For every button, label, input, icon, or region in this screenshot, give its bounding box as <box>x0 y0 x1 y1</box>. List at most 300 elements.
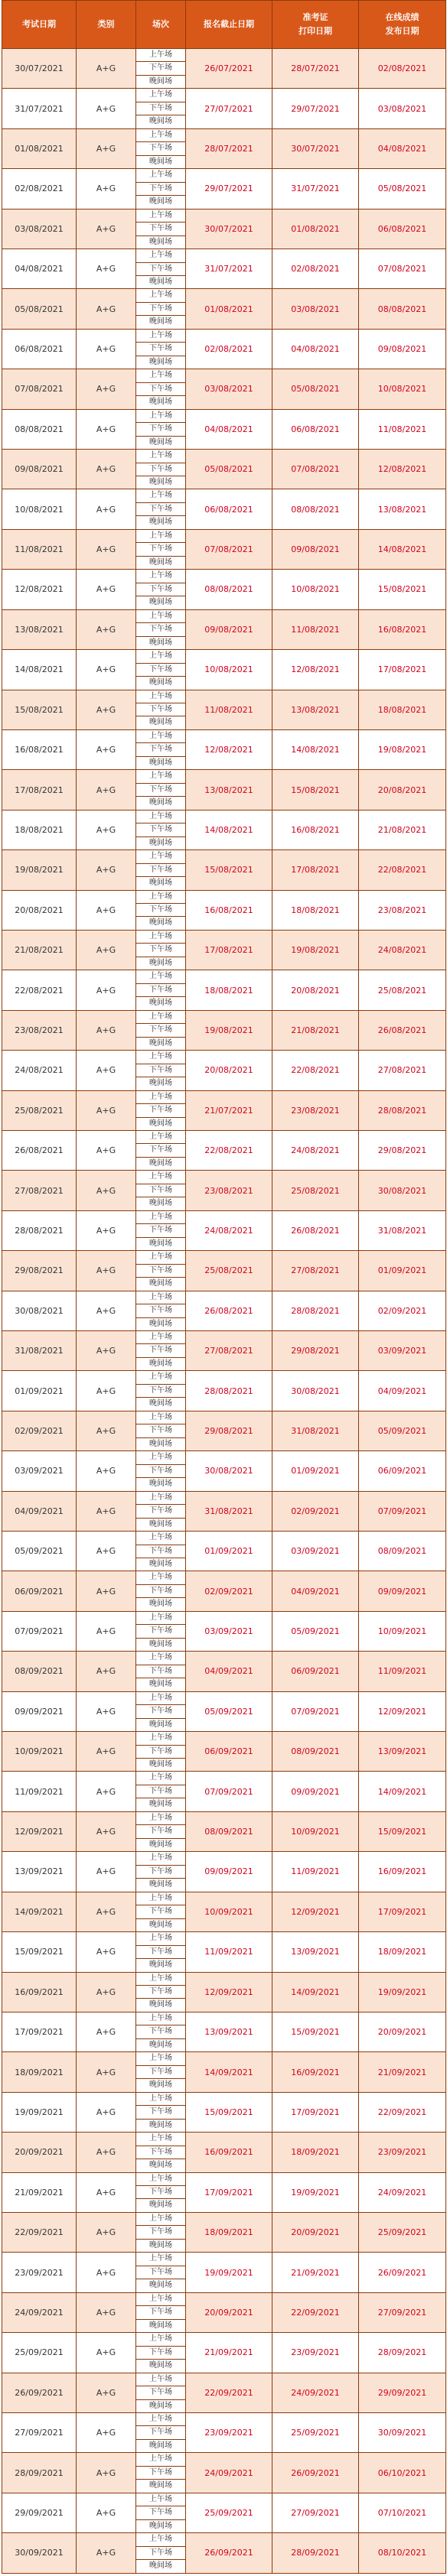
session-cell: 上午场 <box>136 1932 186 1945</box>
registration-deadline-cell: 31/07/2021 <box>186 249 272 289</box>
result-release-date-cell: 14/08/2021 <box>359 529 446 569</box>
print-date-cell: 12/08/2021 <box>272 650 359 690</box>
category-cell: A+G <box>77 1892 136 1931</box>
result-release-date-cell: 03/09/2021 <box>359 1331 446 1371</box>
print-date-cell: 11/08/2021 <box>272 609 359 649</box>
session-cell: 上午场 <box>136 1571 186 1584</box>
result-release-date-cell: 19/09/2021 <box>359 1972 446 2012</box>
session-cell: 下午场 <box>136 1785 186 1798</box>
table-row <box>2 329 446 342</box>
exam-date-cell: 27/08/2021 <box>2 1171 77 1210</box>
print-date-cell: 22/08/2021 <box>272 1051 359 1090</box>
table-row <box>2 890 446 903</box>
table-row <box>2 1972 446 1985</box>
exam-date-cell: 31/07/2021 <box>2 89 77 128</box>
session-cell: 晚间场 <box>136 396 186 409</box>
result-release-date-cell: 30/09/2021 <box>359 2412 446 2452</box>
category-cell: A+G <box>77 1090 136 1130</box>
session-cell: 晚间场 <box>136 1077 186 1090</box>
category-cell: A+G <box>77 1611 136 1651</box>
registration-deadline-cell: 28/08/2021 <box>186 1371 272 1411</box>
session-cell: 晚间场 <box>136 2439 186 2452</box>
session-cell: 下午场 <box>136 1264 186 1277</box>
session-cell: 上午场 <box>136 1090 186 1103</box>
category-cell: A+G <box>77 1532 136 1571</box>
registration-deadline-cell: 06/08/2021 <box>186 489 272 529</box>
result-release-date-cell: 21/09/2021 <box>359 2052 446 2092</box>
category-cell: A+G <box>77 49 136 89</box>
session-cell: 晚间场 <box>136 1518 186 1531</box>
session-cell: 下午场 <box>136 583 186 596</box>
category-cell: A+G <box>77 1932 136 1972</box>
exam-date-cell: 05/09/2021 <box>2 1532 77 1571</box>
registration-deadline-cell: 08/09/2021 <box>186 1811 272 1851</box>
print-date-cell: 21/08/2021 <box>272 1010 359 1050</box>
table-row <box>2 128 446 141</box>
header-session: 场次 <box>136 1 186 49</box>
session-cell: 晚间场 <box>136 2360 186 2373</box>
result-release-date-cell: 24/08/2021 <box>359 930 446 970</box>
exam-date-cell: 19/08/2021 <box>2 850 77 890</box>
session-cell: 上午场 <box>136 650 186 663</box>
print-date-cell: 26/08/2021 <box>272 1210 359 1250</box>
print-date-cell: 28/09/2021 <box>272 2533 359 2573</box>
session-cell: 晚间场 <box>136 2239 186 2252</box>
print-date-cell: 29/08/2021 <box>272 1331 359 1371</box>
session-cell: 上午场 <box>136 2453 186 2466</box>
registration-deadline-cell: 06/09/2021 <box>186 1732 272 1772</box>
session-cell: 上午场 <box>136 489 186 502</box>
result-release-date-cell: 23/09/2021 <box>359 2133 446 2172</box>
session-cell: 下午场 <box>136 463 186 476</box>
session-cell: 下午场 <box>136 1905 186 1918</box>
result-release-date-cell: 13/09/2021 <box>359 1732 446 1772</box>
table-row <box>2 2012 446 2025</box>
table-row <box>2 2092 446 2105</box>
session-cell: 晚间场 <box>136 1838 186 1851</box>
print-date-cell: 05/09/2021 <box>272 1611 359 1651</box>
session-cell: 上午场 <box>136 89 186 102</box>
table-row <box>2 2373 446 2386</box>
category-cell: A+G <box>77 2333 136 2373</box>
result-release-date-cell: 07/08/2021 <box>359 249 446 289</box>
registration-deadline-cell: 12/09/2021 <box>186 1972 272 2012</box>
exam-date-cell: 15/08/2021 <box>2 690 77 729</box>
session-cell: 下午场 <box>136 1625 186 1638</box>
session-cell: 晚间场 <box>136 1759 186 1772</box>
result-release-date-cell: 13/08/2021 <box>359 489 446 529</box>
table-row <box>2 1051 446 1064</box>
session-cell: 上午场 <box>136 2533 186 2546</box>
category-cell: A+G <box>77 2052 136 2092</box>
category-cell: A+G <box>77 369 136 409</box>
category-cell: A+G <box>77 810 136 849</box>
exam-date-cell: 11/09/2021 <box>2 1772 77 1811</box>
registration-deadline-cell: 29/08/2021 <box>186 1411 272 1450</box>
category-cell: A+G <box>77 329 136 369</box>
exam-date-cell: 13/08/2021 <box>2 609 77 649</box>
table-row <box>2 2253 446 2266</box>
category-cell: A+G <box>77 770 136 810</box>
session-cell: 晚间场 <box>136 2199 186 2212</box>
result-release-date-cell: 18/08/2021 <box>359 690 446 729</box>
session-cell: 晚间场 <box>136 356 186 369</box>
result-release-date-cell: 25/09/2021 <box>359 2212 446 2252</box>
session-cell: 下午场 <box>136 1545 186 1558</box>
print-date-cell: 10/08/2021 <box>272 570 359 609</box>
registration-deadline-cell: 05/09/2021 <box>186 1691 272 1731</box>
table-row <box>2 49 446 62</box>
session-cell: 下午场 <box>136 863 186 876</box>
table-row <box>2 1811 446 1824</box>
registration-deadline-cell: 21/07/2021 <box>186 1090 272 1130</box>
print-date-cell: 31/08/2021 <box>272 1411 359 1450</box>
exam-schedule-table <box>2 0 446 2574</box>
result-release-date-cell: 04/09/2021 <box>359 1371 446 1411</box>
table-row <box>2 850 446 863</box>
exam-date-cell: 09/08/2021 <box>2 450 77 489</box>
print-date-cell: 25/09/2021 <box>272 2412 359 2452</box>
category-cell: A+G <box>77 2092 136 2132</box>
session-cell: 下午场 <box>136 343 186 356</box>
session-cell: 上午场 <box>136 970 186 983</box>
result-release-date-cell: 24/09/2021 <box>359 2172 446 2212</box>
session-cell: 上午场 <box>136 1811 186 1824</box>
session-cell: 下午场 <box>136 2466 186 2479</box>
result-release-date-cell: 01/09/2021 <box>359 1251 446 1291</box>
category-cell: A+G <box>77 1411 136 1450</box>
session-cell: 下午场 <box>136 2426 186 2439</box>
print-date-cell: 11/09/2021 <box>272 1852 359 1892</box>
session-cell: 下午场 <box>136 1304 186 1317</box>
exam-date-cell: 15/09/2021 <box>2 1932 77 1972</box>
table-row <box>2 650 446 663</box>
result-release-date-cell: 15/08/2021 <box>359 570 446 609</box>
category-cell: A+G <box>77 1010 136 1050</box>
category-cell: A+G <box>77 1171 136 1210</box>
print-date-cell: 09/09/2021 <box>272 1772 359 1811</box>
table-row <box>2 1852 446 1865</box>
exam-date-cell: 25/08/2021 <box>2 1090 77 1130</box>
category-cell: A+G <box>77 289 136 329</box>
exam-date-cell: 06/09/2021 <box>2 1571 77 1611</box>
registration-deadline-cell: 30/07/2021 <box>186 209 272 249</box>
registration-deadline-cell: 10/08/2021 <box>186 650 272 690</box>
session-cell: 下午场 <box>136 2386 186 2399</box>
print-date-cell: 20/08/2021 <box>272 970 359 1010</box>
table-row <box>2 2412 446 2425</box>
table-row <box>2 2292 446 2305</box>
category-cell: A+G <box>77 249 136 289</box>
result-release-date-cell: 09/08/2021 <box>359 329 446 369</box>
session-cell: 晚间场 <box>136 1037 186 1050</box>
table-row <box>2 810 446 823</box>
registration-deadline-cell: 26/08/2021 <box>186 1291 272 1330</box>
session-cell: 上午场 <box>136 2133 186 2146</box>
exam-date-cell: 07/08/2021 <box>2 369 77 409</box>
session-cell: 晚间场 <box>136 196 186 209</box>
session-cell: 晚间场 <box>136 1437 186 1450</box>
session-cell: 下午场 <box>136 1184 186 1197</box>
table-row <box>2 770 446 783</box>
exam-date-cell: 28/09/2021 <box>2 2453 77 2493</box>
session-cell: 晚间场 <box>136 2079 186 2092</box>
session-cell: 上午场 <box>136 1532 186 1545</box>
print-date-cell: 19/08/2021 <box>272 930 359 970</box>
print-date-cell: 01/09/2021 <box>272 1451 359 1491</box>
session-cell: 上午场 <box>136 2052 186 2065</box>
print-date-cell: 04/09/2021 <box>272 1571 359 1611</box>
category-cell: A+G <box>77 1811 136 1851</box>
session-cell: 上午场 <box>136 570 186 583</box>
registration-deadline-cell: 23/09/2021 <box>186 2412 272 2452</box>
print-date-cell: 23/09/2021 <box>272 2333 359 2373</box>
print-date-cell: 06/08/2021 <box>272 409 359 449</box>
registration-deadline-cell: 29/07/2021 <box>186 169 272 209</box>
category-cell: A+G <box>77 1210 136 1250</box>
registration-deadline-cell: 19/09/2021 <box>186 2253 272 2292</box>
registration-deadline-cell: 01/08/2021 <box>186 289 272 329</box>
session-cell: 晚间场 <box>136 957 186 970</box>
category-cell: A+G <box>77 890 136 930</box>
print-date-cell: 28/08/2021 <box>272 1291 359 1330</box>
session-cell: 上午场 <box>136 450 186 463</box>
table-row <box>2 1691 446 1704</box>
category-cell: A+G <box>77 1571 136 1611</box>
print-date-cell: 08/09/2021 <box>272 1732 359 1772</box>
result-release-date-cell: 02/08/2021 <box>359 49 446 89</box>
session-cell: 上午场 <box>136 529 186 542</box>
session-cell: 晚间场 <box>136 2038 186 2051</box>
session-cell: 下午场 <box>136 1224 186 1237</box>
table-row <box>2 1571 446 1584</box>
category-cell: A+G <box>77 2133 136 2172</box>
exam-date-cell: 05/08/2021 <box>2 289 77 329</box>
table-row <box>2 1532 446 1545</box>
print-date-cell: 27/08/2021 <box>272 1251 359 1291</box>
category-cell: A+G <box>77 1451 136 1491</box>
category-cell: A+G <box>77 1491 136 1531</box>
result-release-date-cell: 21/08/2021 <box>359 810 446 849</box>
print-date-cell: 15/08/2021 <box>272 770 359 810</box>
exam-date-cell: 29/09/2021 <box>2 2493 77 2532</box>
result-release-date-cell: 26/09/2021 <box>359 2253 446 2292</box>
table-row <box>2 529 446 542</box>
result-release-date-cell: 02/09/2021 <box>359 1291 446 1330</box>
registration-deadline-cell: 30/08/2021 <box>186 1451 272 1491</box>
session-cell: 下午场 <box>136 62 186 75</box>
exam-date-cell: 28/08/2021 <box>2 1210 77 1250</box>
exam-date-cell: 03/08/2021 <box>2 209 77 249</box>
table-row <box>2 1932 446 1945</box>
registration-deadline-cell: 10/09/2021 <box>186 1892 272 1931</box>
print-date-cell: 22/09/2021 <box>272 2292 359 2332</box>
session-cell: 上午场 <box>136 1772 186 1785</box>
session-cell: 下午场 <box>136 944 186 957</box>
session-cell: 上午场 <box>136 2212 186 2225</box>
session-cell: 下午场 <box>136 1745 186 1758</box>
result-release-date-cell: 19/08/2021 <box>359 729 446 769</box>
registration-deadline-cell: 08/08/2021 <box>186 570 272 609</box>
registration-deadline-cell: 21/09/2021 <box>186 2333 272 2373</box>
result-release-date-cell: 05/08/2021 <box>359 169 446 209</box>
session-cell: 下午场 <box>136 663 186 676</box>
print-date-cell: 14/09/2021 <box>272 1972 359 2012</box>
registration-deadline-cell: 02/08/2021 <box>186 329 272 369</box>
category-cell: A+G <box>77 2012 136 2051</box>
print-date-cell: 24/08/2021 <box>272 1130 359 1170</box>
session-cell: 上午场 <box>136 690 186 703</box>
registration-deadline-cell: 24/09/2021 <box>186 2453 272 2493</box>
session-cell: 上午场 <box>136 1732 186 1745</box>
table-row <box>2 89 446 102</box>
session-cell: 下午场 <box>136 302 186 315</box>
exam-date-cell: 12/09/2021 <box>2 1811 77 1851</box>
session-cell: 晚间场 <box>136 836 186 849</box>
registration-deadline-cell: 24/08/2021 <box>186 1210 272 1250</box>
result-release-date-cell: 11/09/2021 <box>359 1652 446 1691</box>
session-cell: 上午场 <box>136 128 186 141</box>
session-cell: 上午场 <box>136 1010 186 1023</box>
exam-date-cell: 22/08/2021 <box>2 970 77 1010</box>
session-cell: 上午场 <box>136 850 186 863</box>
session-cell: 上午场 <box>136 890 186 903</box>
category-cell: A+G <box>77 729 136 769</box>
session-cell: 下午场 <box>136 904 186 917</box>
print-date-cell: 19/09/2021 <box>272 2172 359 2212</box>
print-date-cell: 06/09/2021 <box>272 1652 359 1691</box>
result-release-date-cell: 08/09/2021 <box>359 1532 446 1571</box>
exam-date-cell: 11/08/2021 <box>2 529 77 569</box>
table-row <box>2 1411 446 1424</box>
session-cell: 晚间场 <box>136 275 186 288</box>
print-date-cell: 31/07/2021 <box>272 169 359 209</box>
exam-date-cell: 25/09/2021 <box>2 2333 77 2373</box>
session-cell: 晚间场 <box>136 316 186 329</box>
table-row <box>2 169 446 182</box>
exam-date-cell: 23/08/2021 <box>2 1010 77 1050</box>
table-row <box>2 1171 446 1184</box>
session-cell: 晚间场 <box>136 797 186 810</box>
result-release-date-cell: 06/09/2021 <box>359 1451 446 1491</box>
table-body <box>2 49 446 2574</box>
registration-deadline-cell: 20/09/2021 <box>186 2292 272 2332</box>
exam-date-cell: 29/08/2021 <box>2 1251 77 1291</box>
session-cell: 上午场 <box>136 249 186 262</box>
exam-date-cell: 14/08/2021 <box>2 650 77 690</box>
print-date-cell: 27/09/2021 <box>272 2493 359 2532</box>
result-release-date-cell: 03/08/2021 <box>359 89 446 128</box>
session-cell: 上午场 <box>136 930 186 943</box>
registration-deadline-cell: 22/08/2021 <box>186 1130 272 1170</box>
print-date-cell: 16/08/2021 <box>272 810 359 849</box>
print-date-cell: 12/09/2021 <box>272 1892 359 1931</box>
registration-deadline-cell: 04/09/2021 <box>186 1652 272 1691</box>
category-cell: A+G <box>77 2292 136 2332</box>
registration-deadline-cell: 25/08/2021 <box>186 1251 272 1291</box>
session-cell: 上午场 <box>136 1972 186 1985</box>
session-cell: 晚间场 <box>136 1558 186 1571</box>
print-date-cell: 13/08/2021 <box>272 690 359 729</box>
table-row <box>2 1451 446 1464</box>
session-cell: 晚间场 <box>136 2159 186 2172</box>
category-cell: A+G <box>77 2253 136 2292</box>
session-cell: 晚间场 <box>136 115 186 128</box>
registration-deadline-cell: 25/09/2021 <box>186 2493 272 2532</box>
session-cell: 下午场 <box>136 382 186 395</box>
session-cell: 下午场 <box>136 2346 186 2359</box>
print-date-cell: 17/08/2021 <box>272 850 359 890</box>
session-cell: 下午场 <box>136 223 186 236</box>
print-date-cell: 16/09/2021 <box>272 2052 359 2092</box>
table-row <box>2 2133 446 2146</box>
category-cell: A+G <box>77 609 136 649</box>
result-release-date-cell: 07/10/2021 <box>359 2493 446 2532</box>
session-cell: 晚间场 <box>136 997 186 1010</box>
table-row <box>2 1772 446 1785</box>
session-cell: 上午场 <box>136 770 186 783</box>
result-release-date-cell: 14/09/2021 <box>359 1772 446 1811</box>
table-row <box>2 609 446 622</box>
session-cell: 上午场 <box>136 1892 186 1905</box>
session-cell: 下午场 <box>136 703 186 716</box>
table-row <box>2 1010 446 1023</box>
table-row <box>2 570 446 583</box>
registration-deadline-cell: 17/09/2021 <box>186 2172 272 2212</box>
session-cell: 下午场 <box>136 1584 186 1597</box>
session-cell: 上午场 <box>136 1251 186 1264</box>
session-cell: 下午场 <box>136 1064 186 1077</box>
result-release-date-cell: 11/08/2021 <box>359 409 446 449</box>
exam-date-cell: 23/09/2021 <box>2 2253 77 2292</box>
session-cell: 晚间场 <box>136 756 186 769</box>
table-row <box>2 489 446 502</box>
print-date-cell: 23/08/2021 <box>272 1090 359 1130</box>
category-cell: A+G <box>77 1772 136 1811</box>
session-cell: 晚间场 <box>136 1678 186 1691</box>
category-cell: A+G <box>77 89 136 128</box>
print-date-cell: 14/08/2021 <box>272 729 359 769</box>
print-date-cell: 02/08/2021 <box>272 249 359 289</box>
session-cell: 下午场 <box>136 182 186 195</box>
session-cell: 晚间场 <box>136 1638 186 1651</box>
session-cell: 下午场 <box>136 543 186 556</box>
exam-date-cell: 14/09/2021 <box>2 1892 77 1931</box>
exam-date-cell: 31/08/2021 <box>2 1331 77 1371</box>
exam-date-cell: 26/09/2021 <box>2 2373 77 2412</box>
table-row <box>2 1611 446 1624</box>
header-online-result-release-date: 在线成绩 发布日期 <box>359 1 446 49</box>
table-row <box>2 1251 446 1264</box>
print-date-cell: 17/09/2021 <box>272 2092 359 2132</box>
table-row <box>2 249 446 262</box>
session-cell: 上午场 <box>136 2172 186 2185</box>
result-release-date-cell: 20/09/2021 <box>359 2012 446 2051</box>
exam-date-cell: 24/09/2021 <box>2 2292 77 2332</box>
category-cell: A+G <box>77 930 136 970</box>
exam-date-cell: 12/08/2021 <box>2 570 77 609</box>
result-release-date-cell: 16/08/2021 <box>359 609 446 649</box>
session-cell: 上午场 <box>136 2012 186 2025</box>
category-cell: A+G <box>77 970 136 1010</box>
session-cell: 晚间场 <box>136 1237 186 1250</box>
session-cell: 晚间场 <box>136 2519 186 2532</box>
exam-date-cell: 17/08/2021 <box>2 770 77 810</box>
session-cell: 下午场 <box>136 2506 186 2519</box>
session-cell: 晚间场 <box>136 516 186 529</box>
session-cell: 上午场 <box>136 1691 186 1704</box>
table-row <box>2 1291 446 1304</box>
